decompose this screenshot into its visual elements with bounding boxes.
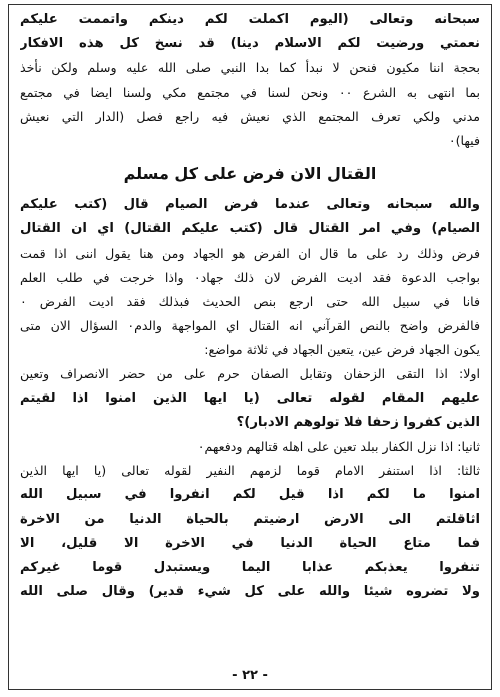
text-line: بحجة اننا مكيون فنحن لا نبدأ كما بدا النبي صلى الله عليه وسلم ولكن نأخذ — [20, 60, 480, 76]
text-line: فانا في سبيل الله حتى ارجع بنص الحديث فبذلك فقد اديت الفرض ٠ — [20, 293, 480, 309]
text-line: اثاقلتم الى الارض ارضيتم بالحياة الدنيا من الاخرة — [20, 511, 480, 527]
text-line: فرض وذلك رد على ما قال ان الفرض هو الجهاد ومن هنا يقول اننى اذا قمت — [20, 245, 480, 261]
text-line: ولا تضروه شيئا والله على كل شيء قدير) وقال صلى الله — [20, 584, 480, 600]
text-line: فيها)٠ — [448, 132, 480, 148]
text-line: عليهم المقام لقوله تعالى (يا ايها الذين امنوا اذا لقيتم — [20, 390, 480, 406]
section-heading: القتال الان فرض على كل مسلم — [123, 164, 377, 184]
text-line: امنوا ما لكم اذا قيل لكم انفروا في سبيل الله — [20, 487, 480, 503]
text-line: بواجب الدعوة فقد اديت الفرض لان ذلك جهاد٠ واذا خرجت في طلب العلم — [20, 269, 480, 285]
text-line: مدني ولكي تعرف المجتمع الذي نعيش فيه راجع فصل (الدار التي نعيش — [20, 108, 480, 124]
text-line: ثانيا: اذا نزل الكفار ببلد تعين على اهله قتالهم ودفعهم٠ — [197, 439, 480, 454]
text-line: نعمتي ورضيت لكم الاسلام دينا) قد نسخ كل هذه الافكار — [20, 36, 480, 52]
text-line: بما انتهى به الشرع ٠٠ ونحن لسنا في مجتمع مكي ولسنا ايضا في مجتمع — [20, 84, 480, 100]
text-line: يكون الجهاد فرض عين، يتعين الجهاد في ثلاثة مواضع: — [204, 342, 480, 358]
text-line: والله سبحانه وتعالى عندما فرض الصيام قال (كتب عليكم — [20, 197, 480, 213]
text-line: فالفرض واضح بالنص القرآني انه القتال اي المواجهة والدم٠ السؤال الان متى — [20, 318, 480, 334]
text-line: فما متاع الحياة الدنيا في الاخرة الا قليل، الا — [20, 535, 480, 551]
document-body — [20, 8, 480, 604]
text-line: تنفروا يعذبكم عذابا اليما ويستبدل قوما غيركم — [20, 559, 480, 575]
text-line: ثالثا: اذا استنفر الامام قوما لزمهم النفير لقوله تعالى (يا ايها الذين — [20, 463, 480, 479]
text-line: اولا: اذا التقى الزحفان وتقابل الصفان حرم على من حضر الانصراف وتعين — [20, 366, 480, 382]
text-line: سبحانه وتعالى (اليوم اكملت لكم دينكم واتممت عليكم — [20, 12, 480, 27]
text-line: الصيام) وفي امر القتال قال (كتب عليكم القتال) اي ان القتال — [20, 221, 480, 237]
page-number: - ٢٢ - — [232, 668, 268, 683]
text-line: الذين كفروا زحفا فلا تولوهم الادبار)؟ — [236, 414, 480, 430]
